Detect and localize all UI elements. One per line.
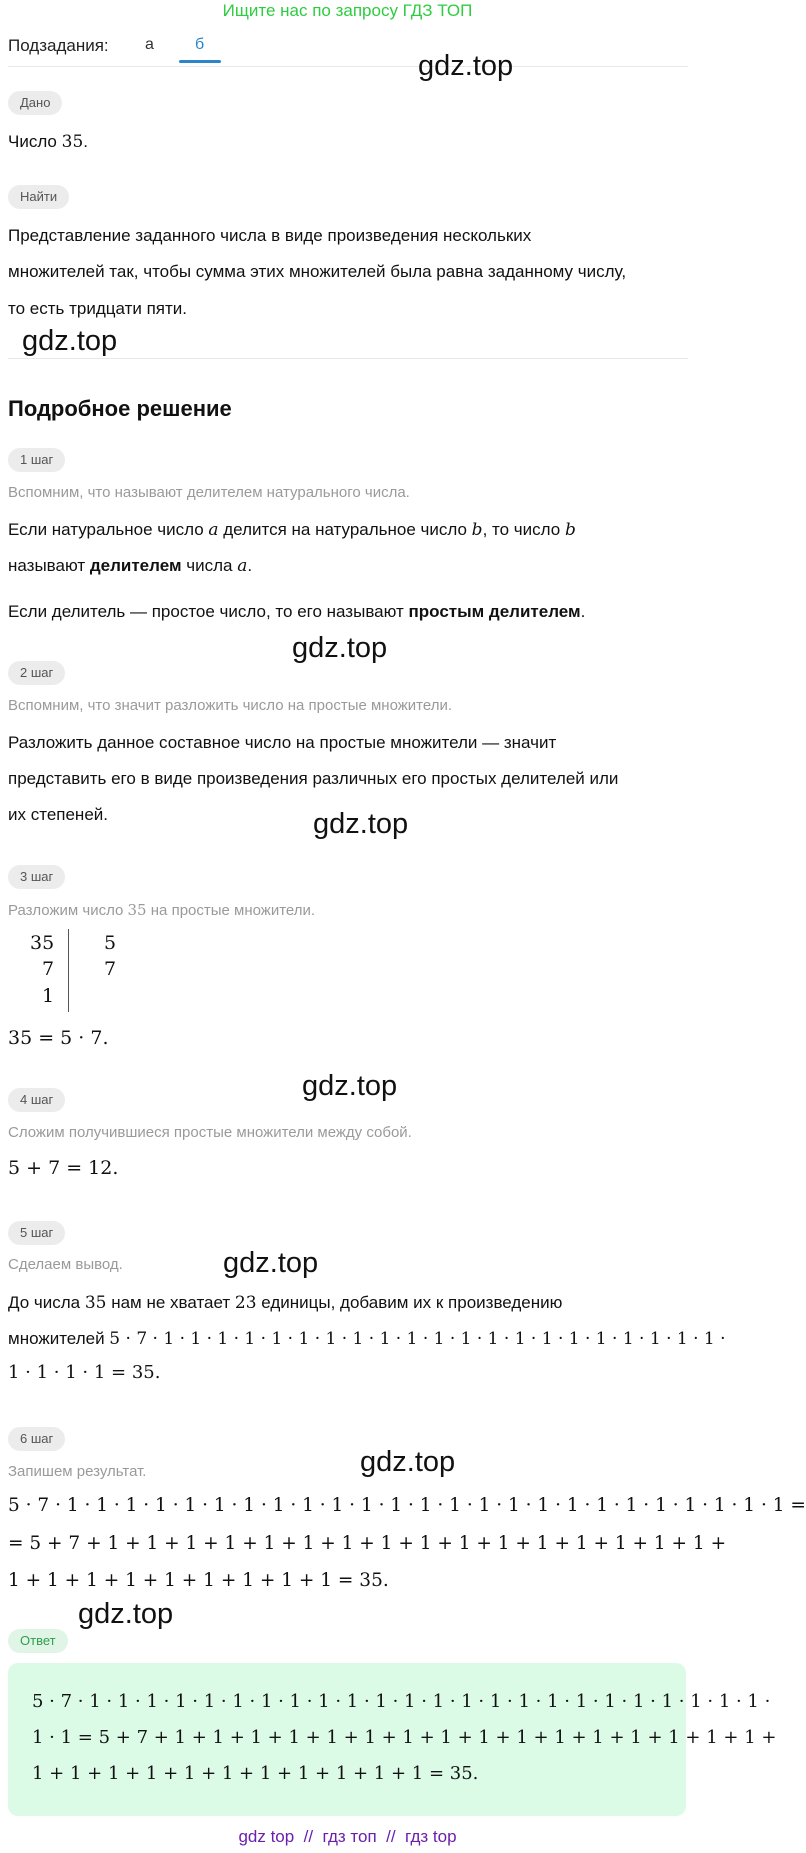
step-5-line-3: 1 · 1 · 1 · 1 = 35. xyxy=(8,1362,161,1383)
find-line-1: Представление заданного числа в виде произведения нескольких xyxy=(8,226,532,245)
math-expression: 5 · 7 · 1 · 1 · 1 · 1 · 1 · 1 · 1 · 1 · 1 · 1 · 1 · 1 · 1 · 1 · 1 · 1 · 1 · 1 · 1 · 1 · 1 · xyxy=(109,1329,726,1349)
step-6-line-2: = 5 + 7 + 1 + 1 + 1 + 1 + 1 + 1 + 1 + 1 + 1 + 1 + 1 + 1 + 1 + 1 + 1 + 1 + xyxy=(8,1533,727,1554)
factor-right-1: 7 xyxy=(104,958,117,980)
find-line-2: множителей так, чтобы сумма этих множителей была равна заданному числу, xyxy=(8,262,627,281)
watermark: gdz.top xyxy=(302,1070,398,1102)
step-2-line-2: представить его в виде произведения различных его простых делителей или xyxy=(8,769,619,788)
var-b: b xyxy=(471,520,483,540)
step-6-line-1: 5 · 7 · 1 · 1 · 1 · 1 · 1 · 1 · 1 · 1 · 1 · 1 · 1 · 1 · 1 · 1 · 1 · 1 · 1 · 1 · 1 · 1 · 1 · 1 · 1 · 1 · 1 = xyxy=(8,1495,806,1516)
divider xyxy=(8,66,688,67)
text: множителей xyxy=(8,1329,110,1348)
text: единицы, добавим их к произведению xyxy=(256,1293,563,1312)
answer-line-2: 1 · 1 = 5 + 7 + 1 + 1 + 1 + 1 + 1 + 1 + 1 + 1 + 1 + 1 + 1 + 1 + 1 + 1 + 1 + 1 + xyxy=(32,1727,777,1748)
factor-left-0: 35 xyxy=(30,932,55,954)
text: числа xyxy=(181,556,238,575)
bold-term: простым делителем xyxy=(408,602,581,621)
factor-left-1: 7 xyxy=(42,958,55,980)
var-b: b xyxy=(564,520,576,540)
var-a: a xyxy=(237,556,248,576)
step-2-line-1: Разложить данное составное число на простые множители — значит xyxy=(8,733,557,752)
step-3-result: 35 = 5 · 7. xyxy=(8,1027,109,1049)
footer-links[interactable]: gdz top // гдз топ // гдз top xyxy=(238,1827,457,1846)
text: . xyxy=(580,602,586,621)
subtasks-label: Подзадания: xyxy=(8,36,109,55)
factor-right-0: 5 xyxy=(104,932,117,954)
watermark: gdz.top xyxy=(223,1247,319,1279)
step-6-pill: 6 шаг xyxy=(8,1427,65,1451)
step-6-line-3: 1 + 1 + 1 + 1 + 1 + 1 + 1 + 1 + 1 = 35. xyxy=(8,1570,389,1591)
step-4-result: 5 + 7 = 12. xyxy=(8,1157,119,1179)
text: До числа xyxy=(8,1293,85,1312)
step-4-pill: 4 шаг xyxy=(8,1088,65,1112)
step-1-pill: 1 шаг xyxy=(8,448,65,472)
number: 35 xyxy=(127,901,147,919)
watermark: gdz.top xyxy=(418,50,514,82)
text: Если делитель — простое число, то его называют xyxy=(8,602,409,621)
bold-term: делителем xyxy=(89,556,182,575)
step-6-hint: Запишем результат. xyxy=(8,1463,147,1480)
step-5-pill: 5 шаг xyxy=(8,1221,65,1245)
number: 23 xyxy=(234,1293,257,1313)
step-5-hint: Сделаем вывод. xyxy=(8,1256,123,1273)
var-a: a xyxy=(208,520,219,540)
divider xyxy=(8,358,688,359)
given-suffix: . xyxy=(83,132,88,151)
step-3-pill: 3 шаг xyxy=(8,865,65,889)
watermark: gdz.top xyxy=(22,325,118,357)
text: . xyxy=(247,556,253,575)
given-prefix: Число xyxy=(8,132,62,151)
text: , то число xyxy=(482,520,565,539)
text: на простые множители. xyxy=(146,902,316,919)
solution-title: Подробное решение xyxy=(8,396,232,421)
step-2-line-3: их степеней. xyxy=(8,805,108,824)
tab-subtask-a[interactable]: а xyxy=(145,36,154,53)
watermark: gdz.top xyxy=(78,1598,174,1630)
step-1-line-1 xyxy=(8,512,576,548)
text: Если натуральное число xyxy=(8,520,209,539)
active-tab-indicator xyxy=(179,60,221,63)
answer-line-1: 5 · 7 · 1 · 1 · 1 · 1 · 1 · 1 · 1 · 1 · 1 · 1 · 1 · 1 · 1 · 1 · 1 · 1 · 1 · 1 · 1 · 1 · 1 · 1 · 1 · 1 · xyxy=(32,1691,771,1712)
watermark: gdz.top xyxy=(360,1446,456,1478)
promo-banner[interactable]: Ищите нас по запросу ГДЗ ТОП xyxy=(222,1,473,20)
step-1-hint: Вспомним, что называют делителем натурального числа. xyxy=(8,484,410,501)
number: 35 xyxy=(84,1293,107,1313)
answer-pill: Ответ xyxy=(8,1629,68,1653)
given-text xyxy=(8,124,88,160)
find-pill: Найти xyxy=(8,185,69,209)
step-1-line-2 xyxy=(8,548,252,584)
step-2-hint: Вспомним, что значит разложить число на простые множители. xyxy=(8,697,453,714)
factor-left-2: 1 xyxy=(42,985,55,1007)
answer-line-3: 1 + 1 + 1 + 1 + 1 + 1 + 1 + 1 + 1 + 1 + 1 = 35. xyxy=(32,1763,479,1784)
step-4-hint: Сложим получившиеся простые множители между собой. xyxy=(8,1124,412,1141)
text: нам не хватает xyxy=(106,1293,235,1312)
find-line-3: то есть тридцати пяти. xyxy=(8,299,187,318)
text: делится на натуральное число xyxy=(218,520,472,539)
text: называют xyxy=(8,556,90,575)
text: Разложим число xyxy=(8,902,128,919)
step-1-line-3 xyxy=(8,594,585,630)
watermark: gdz.top xyxy=(292,632,388,664)
given-number: 35 xyxy=(61,132,84,152)
given-pill: Дано xyxy=(8,91,62,115)
step-5-line-2 xyxy=(8,1321,726,1357)
watermark: gdz.top xyxy=(313,808,409,840)
step-3-hint xyxy=(8,901,315,919)
step-2-pill: 2 шаг xyxy=(8,661,65,685)
tab-subtask-b[interactable]: б xyxy=(195,36,205,53)
step-5-line-1 xyxy=(8,1285,562,1321)
factorization-divider xyxy=(68,929,69,1012)
